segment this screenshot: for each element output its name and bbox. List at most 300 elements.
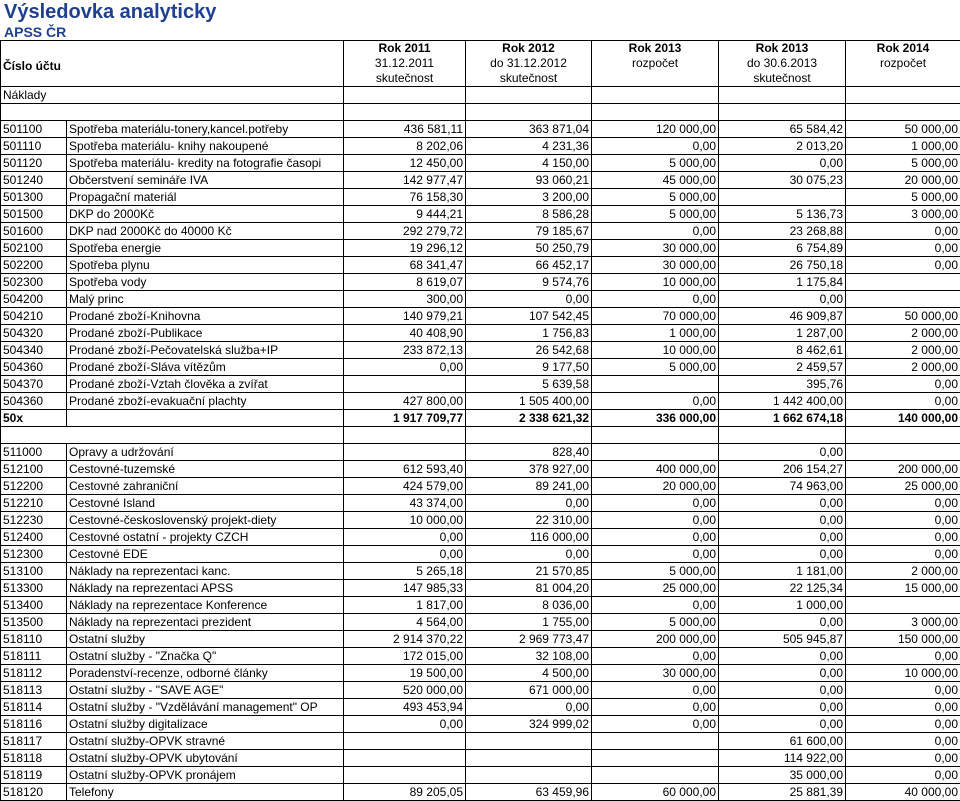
amount-cell: 3 200,00 — [466, 189, 592, 206]
amount-cell: 40 408,90 — [344, 325, 466, 342]
amount-cell: 8 202,06 — [344, 138, 466, 155]
account-number-header: Číslo účtu — [1, 41, 344, 87]
account-number: 501240 — [1, 172, 67, 189]
blank-row — [1, 104, 960, 121]
amount-cell: 114 922,00 — [719, 750, 846, 767]
table-row — [1, 274, 960, 291]
amount-cell: 0,00 — [592, 546, 719, 563]
amount-cell: 0,00 — [846, 767, 960, 784]
cost-rows-group-b — [1, 444, 960, 801]
amount-cell: 30 075,23 — [719, 172, 846, 189]
amount-cell: 0,00 — [719, 529, 846, 546]
table-row — [1, 444, 960, 461]
total-value: 2 338 621,32 — [466, 410, 592, 427]
amount-cell: 30 000,00 — [592, 257, 719, 274]
amount-cell: 671 000,00 — [466, 682, 592, 699]
amount-cell: 493 453,94 — [344, 699, 466, 716]
amount-cell: 9 177,50 — [466, 359, 592, 376]
amount-cell: 0,00 — [846, 512, 960, 529]
amount-cell: 147 985,33 — [344, 580, 466, 597]
amount-cell: 142 977,47 — [344, 172, 466, 189]
amount-cell: 70 000,00 — [592, 308, 719, 325]
table-row — [1, 529, 960, 546]
amount-cell — [466, 733, 592, 750]
amount-cell: 10 000,00 — [592, 342, 719, 359]
amount-cell: 0,00 — [719, 614, 846, 631]
amount-cell: 120 000,00 — [592, 121, 719, 138]
account-name: Prodané zboží-Sláva vítězům — [67, 359, 344, 376]
table-row — [1, 325, 960, 342]
amount-cell: 0,00 — [846, 733, 960, 750]
amount-cell: 32 108,00 — [466, 648, 592, 665]
amount-cell: 0,00 — [592, 716, 719, 733]
amount-cell: 200 000,00 — [592, 631, 719, 648]
account-number: 518117 — [1, 733, 67, 750]
amount-cell: 107 542,45 — [466, 308, 592, 325]
amount-cell: 0,00 — [344, 546, 466, 563]
amount-cell: 828,40 — [466, 444, 592, 461]
account-name: Spotřeba materiálu- knihy nakoupené — [67, 138, 344, 155]
amount-cell — [344, 733, 466, 750]
account-number: 511000 — [1, 444, 67, 461]
table-row — [1, 121, 960, 138]
amount-cell: 93 060,21 — [466, 172, 592, 189]
account-name: Ostatní služby - "Značka Q" — [67, 648, 344, 665]
amount-cell: 0,00 — [846, 376, 960, 393]
total-value: 140 000,00 — [846, 410, 960, 427]
account-name: Ostatní služby-OPVK pronájem — [67, 767, 344, 784]
cost-rows-group-a — [1, 121, 960, 410]
amount-cell: 0,00 — [719, 155, 846, 172]
table-row — [1, 461, 960, 478]
amount-cell: 0,00 — [719, 682, 846, 699]
account-number: 518116 — [1, 716, 67, 733]
amount-cell: 19 500,00 — [344, 665, 466, 682]
account-number: 513300 — [1, 580, 67, 597]
amount-cell: 66 452,17 — [466, 257, 592, 274]
amount-cell — [344, 750, 466, 767]
account-name: Cestovné EDE — [67, 546, 344, 563]
account-number: 501110 — [1, 138, 67, 155]
amount-cell: 378 927,00 — [466, 461, 592, 478]
table-row — [1, 682, 960, 699]
income-statement-table — [0, 40, 960, 801]
amount-cell: 8 036,00 — [466, 597, 592, 614]
section-label: Náklady — [1, 87, 344, 104]
amount-cell: 116 000,00 — [466, 529, 592, 546]
amount-cell: 520 000,00 — [344, 682, 466, 699]
amount-cell: 45 000,00 — [592, 172, 719, 189]
account-name: Náklady na reprezentace Konference — [67, 597, 344, 614]
amount-cell: 63 459,96 — [466, 784, 592, 801]
account-name: Spotřeba materiálu-tonery,kancel.potřeby — [67, 121, 344, 138]
amount-cell: 1 175,84 — [719, 274, 846, 291]
table-row — [1, 597, 960, 614]
amount-cell: 61 600,00 — [719, 733, 846, 750]
amount-cell: 22 125,34 — [719, 580, 846, 597]
amount-cell: 0,00 — [719, 495, 846, 512]
amount-cell: 5 000,00 — [592, 206, 719, 223]
column-header: Rok 2011 31.12.2011 skutečnost — [344, 41, 466, 87]
amount-cell: 1 000,00 — [846, 138, 960, 155]
amount-cell: 76 158,30 — [344, 189, 466, 206]
section-row — [1, 87, 960, 104]
amount-cell: 40 000,00 — [846, 784, 960, 801]
amount-cell: 50 000,00 — [846, 121, 960, 138]
amount-cell: 30 000,00 — [592, 240, 719, 257]
account-number: 504370 — [1, 376, 67, 393]
table-row — [1, 563, 960, 580]
amount-cell — [466, 750, 592, 767]
account-number: 504340 — [1, 342, 67, 359]
amount-cell: 21 570,85 — [466, 563, 592, 580]
amount-cell: 8 619,07 — [344, 274, 466, 291]
account-number: 502300 — [1, 274, 67, 291]
amount-cell: 0,00 — [592, 291, 719, 308]
amount-cell: 0,00 — [466, 495, 592, 512]
amount-cell: 0,00 — [846, 750, 960, 767]
account-number: 501600 — [1, 223, 67, 240]
amount-cell: 25 881,39 — [719, 784, 846, 801]
amount-cell: 0,00 — [846, 495, 960, 512]
amount-cell: 2 000,00 — [846, 342, 960, 359]
amount-cell: 150 000,00 — [846, 631, 960, 648]
amount-cell: 6 754,89 — [719, 240, 846, 257]
amount-cell: 0,00 — [846, 393, 960, 410]
amount-cell — [592, 733, 719, 750]
amount-cell: 4 231,36 — [466, 138, 592, 155]
account-number: 504360 — [1, 359, 67, 376]
amount-cell: 200 000,00 — [846, 461, 960, 478]
amount-cell: 8 586,28 — [466, 206, 592, 223]
account-number: 518119 — [1, 767, 67, 784]
amount-cell: 30 000,00 — [592, 665, 719, 682]
amount-cell: 0,00 — [846, 240, 960, 257]
table-row — [1, 614, 960, 631]
amount-cell: 8 462,61 — [719, 342, 846, 359]
amount-cell: 5 000,00 — [592, 155, 719, 172]
amount-cell — [846, 274, 960, 291]
account-number: 513400 — [1, 597, 67, 614]
amount-cell: 15 000,00 — [846, 580, 960, 597]
table-row — [1, 631, 960, 648]
amount-cell: 0,00 — [846, 716, 960, 733]
amount-cell: 0,00 — [719, 546, 846, 563]
account-name: Prodané zboží-Pečovatelská služba+IP — [67, 342, 344, 359]
account-number: 501300 — [1, 189, 67, 206]
account-number: 504360 — [1, 393, 67, 410]
table-row — [1, 648, 960, 665]
amount-cell: 424 579,00 — [344, 478, 466, 495]
account-number: 512230 — [1, 512, 67, 529]
amount-cell: 0,00 — [344, 716, 466, 733]
amount-cell: 0,00 — [846, 529, 960, 546]
amount-cell: 0,00 — [466, 546, 592, 563]
account-name: Prodané zboží-Knihovna — [67, 308, 344, 325]
amount-cell: 5 000,00 — [846, 155, 960, 172]
amount-cell: 400 000,00 — [592, 461, 719, 478]
amount-cell: 1 442 400,00 — [719, 393, 846, 410]
account-name: Náklady na reprezentaci prezident — [67, 614, 344, 631]
amount-cell: 1 181,00 — [719, 563, 846, 580]
amount-cell: 35 000,00 — [719, 767, 846, 784]
amount-cell: 0,00 — [846, 257, 960, 274]
amount-cell: 0,00 — [846, 223, 960, 240]
amount-cell: 0,00 — [592, 393, 719, 410]
table-row — [1, 308, 960, 325]
amount-cell: 10 000,00 — [846, 665, 960, 682]
table-row — [1, 240, 960, 257]
table-row — [1, 784, 960, 801]
account-number: 504210 — [1, 308, 67, 325]
column-header: Rok 2014 rozpočet — [846, 41, 960, 87]
amount-cell: 140 979,21 — [344, 308, 466, 325]
amount-cell: 89 205,05 — [344, 784, 466, 801]
table-row — [1, 767, 960, 784]
account-number: 518110 — [1, 631, 67, 648]
account-number: 512300 — [1, 546, 67, 563]
table-row — [1, 716, 960, 733]
account-name: Malý princ — [67, 291, 344, 308]
account-name: DKP nad 2000Kč do 40000 Kč — [67, 223, 344, 240]
amount-cell: 4 564,00 — [344, 614, 466, 631]
table-row — [1, 172, 960, 189]
table-row — [1, 478, 960, 495]
amount-cell: 0,00 — [466, 291, 592, 308]
account-name: Spotřeba plynu — [67, 257, 344, 274]
account-name: Ostatní služby - "Vzdělávání management" OP — [67, 699, 344, 716]
amount-cell: 10 000,00 — [592, 274, 719, 291]
amount-cell: 0,00 — [846, 682, 960, 699]
account-number: 504200 — [1, 291, 67, 308]
account-number: 512400 — [1, 529, 67, 546]
amount-cell: 4 150,00 — [466, 155, 592, 172]
table-row — [1, 546, 960, 563]
amount-cell — [592, 767, 719, 784]
table-row — [1, 733, 960, 750]
amount-cell: 4 500,00 — [466, 665, 592, 682]
account-number: 513100 — [1, 563, 67, 580]
amount-cell: 0,00 — [466, 699, 592, 716]
amount-cell: 0,00 — [592, 682, 719, 699]
table-row — [1, 699, 960, 716]
amount-cell: 60 000,00 — [592, 784, 719, 801]
amount-cell: 74 963,00 — [719, 478, 846, 495]
amount-cell: 46 909,87 — [719, 308, 846, 325]
amount-cell: 0,00 — [344, 529, 466, 546]
amount-cell: 89 241,00 — [466, 478, 592, 495]
column-header: Rok 2013 rozpočet — [592, 41, 719, 87]
amount-cell — [592, 444, 719, 461]
amount-cell: 25 000,00 — [846, 478, 960, 495]
amount-cell: 0,00 — [719, 648, 846, 665]
amount-cell: 300,00 — [344, 291, 466, 308]
column-header: Rok 2012 do 31.12.2012 skutečnost — [466, 41, 592, 87]
table-row — [1, 580, 960, 597]
table-row — [1, 189, 960, 206]
amount-cell: 5 000,00 — [592, 189, 719, 206]
amount-cell — [592, 750, 719, 767]
amount-cell: 50 250,79 — [466, 240, 592, 257]
amount-cell — [846, 597, 960, 614]
account-number: 502200 — [1, 257, 67, 274]
amount-cell: 2 013,20 — [719, 138, 846, 155]
amount-cell: 1 756,83 — [466, 325, 592, 342]
amount-cell: 0,00 — [719, 665, 846, 682]
amount-cell: 20 000,00 — [592, 478, 719, 495]
amount-cell: 363 871,04 — [466, 121, 592, 138]
amount-cell: 5 265,18 — [344, 563, 466, 580]
account-number: 518118 — [1, 750, 67, 767]
amount-cell: 0,00 — [344, 359, 466, 376]
account-number: 501500 — [1, 206, 67, 223]
account-number: 512210 — [1, 495, 67, 512]
account-number: 502100 — [1, 240, 67, 257]
amount-cell — [466, 767, 592, 784]
account-number: 513500 — [1, 614, 67, 631]
amount-cell: 26 750,18 — [719, 257, 846, 274]
amount-cell: 79 185,67 — [466, 223, 592, 240]
table-row — [1, 342, 960, 359]
account-number: 518112 — [1, 665, 67, 682]
page-title: Výsledovka analyticky — [4, 1, 216, 23]
amount-cell: 5 136,73 — [719, 206, 846, 223]
amount-cell: 233 872,13 — [344, 342, 466, 359]
amount-cell: 2 914 370,22 — [344, 631, 466, 648]
amount-cell: 1 505 400,00 — [466, 393, 592, 410]
table-row — [1, 206, 960, 223]
amount-cell — [719, 189, 846, 206]
amount-cell: 5 000,00 — [846, 189, 960, 206]
amount-cell: 2 000,00 — [846, 359, 960, 376]
account-number: 501100 — [1, 121, 67, 138]
amount-cell: 3 000,00 — [846, 614, 960, 631]
amount-cell: 0,00 — [592, 138, 719, 155]
amount-cell: 0,00 — [592, 529, 719, 546]
amount-cell: 9 574,76 — [466, 274, 592, 291]
account-name: Ostatní služby digitalizace — [67, 716, 344, 733]
amount-cell: 0,00 — [846, 546, 960, 563]
amount-cell: 25 000,00 — [592, 580, 719, 597]
amount-cell: 0,00 — [592, 597, 719, 614]
amount-cell: 10 000,00 — [344, 512, 466, 529]
amount-cell: 5 000,00 — [592, 359, 719, 376]
total-value: 1 917 709,77 — [344, 410, 466, 427]
account-name: Prodané zboží-evakuační plachty — [67, 393, 344, 410]
amount-cell: 1 287,00 — [719, 325, 846, 342]
amount-cell: 0,00 — [719, 699, 846, 716]
amount-cell: 395,76 — [719, 376, 846, 393]
blank-row — [1, 427, 960, 444]
account-name: Poradenství-recenze, odborné články — [67, 665, 344, 682]
amount-cell: 324 999,02 — [466, 716, 592, 733]
amount-cell: 1 755,00 — [466, 614, 592, 631]
amount-cell: 0,00 — [592, 495, 719, 512]
amount-cell: 505 945,87 — [719, 631, 846, 648]
amount-cell — [592, 376, 719, 393]
amount-cell: 0,00 — [846, 648, 960, 665]
account-name: Cestovné Island — [67, 495, 344, 512]
amount-cell: 50 000,00 — [846, 308, 960, 325]
amount-cell — [344, 376, 466, 393]
amount-cell: 5 000,00 — [592, 563, 719, 580]
amount-cell: 0,00 — [719, 291, 846, 308]
amount-cell: 65 584,42 — [719, 121, 846, 138]
page-subtitle: APSS ČR — [4, 24, 66, 40]
amount-cell: 9 444,21 — [344, 206, 466, 223]
amount-cell: 1 000,00 — [719, 597, 846, 614]
account-number: 512200 — [1, 478, 67, 495]
account-name: Spotřeba energie — [67, 240, 344, 257]
amount-cell: 81 004,20 — [466, 580, 592, 597]
account-name: Ostatní služby — [67, 631, 344, 648]
account-name: Ostatní služby - "SAVE AGE" — [67, 682, 344, 699]
amount-cell: 5 000,00 — [592, 614, 719, 631]
account-name: Spotřeba materiálu- kredity na fotografie časopi — [67, 155, 344, 172]
amount-cell: 0,00 — [592, 648, 719, 665]
account-name: Propagační materiál — [67, 189, 344, 206]
account-name: Spotřeba vody — [67, 274, 344, 291]
account-number: 518113 — [1, 682, 67, 699]
amount-cell: 0,00 — [592, 699, 719, 716]
account-name: Opravy a udržování — [67, 444, 344, 461]
amount-cell: 172 015,00 — [344, 648, 466, 665]
account-name: Cestovné-československý projekt-diety — [67, 512, 344, 529]
amount-cell: 2 969 773,47 — [466, 631, 592, 648]
table-row — [1, 223, 960, 240]
total-value: 336 000,00 — [592, 410, 719, 427]
amount-cell: 0,00 — [592, 512, 719, 529]
amount-cell: 0,00 — [719, 444, 846, 461]
amount-cell: 1 000,00 — [592, 325, 719, 342]
amount-cell — [344, 767, 466, 784]
amount-cell: 19 296,12 — [344, 240, 466, 257]
table-row — [1, 376, 960, 393]
amount-cell: 2 000,00 — [846, 325, 960, 342]
amount-cell: 436 581,11 — [344, 121, 466, 138]
amount-cell: 0,00 — [719, 512, 846, 529]
amount-cell: 68 341,47 — [344, 257, 466, 274]
amount-cell: 0,00 — [846, 699, 960, 716]
amount-cell: 20 000,00 — [846, 172, 960, 189]
amount-cell: 12 450,00 — [344, 155, 466, 172]
amount-cell — [846, 291, 960, 308]
table-row — [1, 359, 960, 376]
column-header: Rok 2013 do 30.6.2013 skutečnost — [719, 41, 846, 87]
account-number: 504320 — [1, 325, 67, 342]
total-name — [67, 410, 344, 427]
table-row — [1, 665, 960, 682]
amount-cell: 5 639,58 — [466, 376, 592, 393]
account-name: Ostatní služby-OPVK ubytování — [67, 750, 344, 767]
account-name: Prodané zboží-Vztah člověka a zvířat — [67, 376, 344, 393]
account-number: 518111 — [1, 648, 67, 665]
amount-cell: 1 817,00 — [344, 597, 466, 614]
table-row — [1, 291, 960, 308]
column-header-row — [1, 41, 960, 87]
account-name: Cestovné ostatní - projekty CZCH — [67, 529, 344, 546]
total-row — [1, 410, 960, 427]
account-number: 512100 — [1, 461, 67, 478]
account-name: DKP do 2000Kč — [67, 206, 344, 223]
total-account: 50x — [1, 410, 67, 427]
account-name: Telefony — [67, 784, 344, 801]
table-row — [1, 512, 960, 529]
account-name: Náklady na reprezentaci APSS — [67, 580, 344, 597]
total-group — [1, 410, 960, 444]
account-name: Ostatní služby-OPVK stravné — [67, 733, 344, 750]
amount-cell: 292 279,72 — [344, 223, 466, 240]
